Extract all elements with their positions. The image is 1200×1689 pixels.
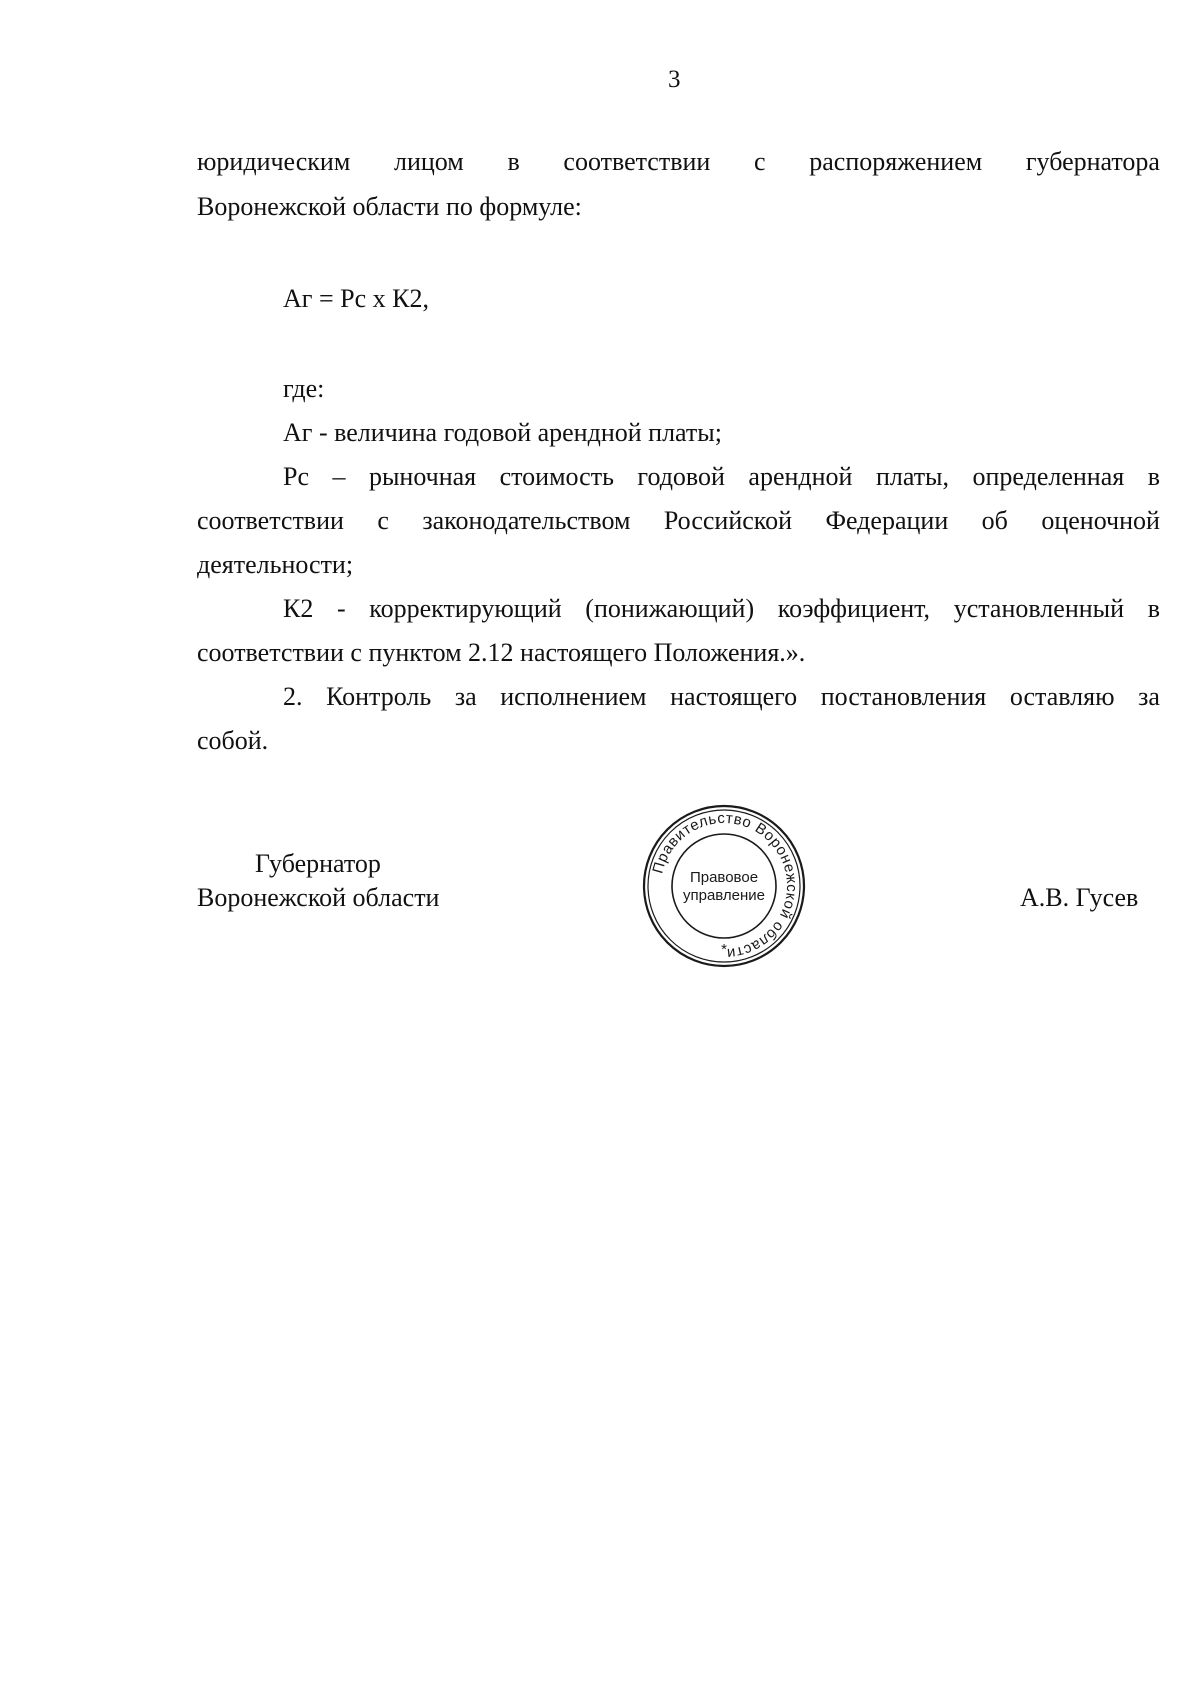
word: законодательством (422, 506, 631, 535)
seal-star: * (721, 941, 727, 958)
word: рыночная (368, 462, 477, 491)
word: лицом (393, 147, 464, 176)
word: за (454, 682, 477, 711)
official-seal (642, 804, 806, 968)
word: платы, (875, 462, 950, 491)
page-number: 3 (668, 66, 681, 93)
word: К2 (283, 594, 314, 623)
word: с (377, 506, 389, 535)
item-2-line-1 (283, 676, 1160, 717)
word: определенная (972, 462, 1125, 491)
word: корректирующий (369, 594, 562, 623)
word: стоимость (499, 462, 614, 491)
word: годовой (637, 462, 725, 491)
definition-rc-line-2 (197, 500, 1160, 541)
word: губернатора (1025, 147, 1160, 176)
word: с (754, 147, 766, 176)
word: Контроль (326, 682, 432, 711)
word: - (336, 594, 346, 623)
formula: Аг = Рс х К2, (283, 284, 429, 313)
seal-outer-text: Правительство Воронежской области (649, 809, 801, 963)
definition-k2-line-2: соответствии с пунктом 2.12 настоящего Положения.». (197, 638, 806, 667)
word: установленный (953, 594, 1125, 623)
word: оценочной (1041, 506, 1160, 535)
word: соответствии (563, 147, 711, 176)
word: Федерации (825, 506, 949, 535)
word: настоящего (670, 682, 798, 711)
paragraph-line-1 (197, 141, 1160, 182)
seal-inner-line-1: Правовое (689, 869, 759, 886)
word: оставляю (1009, 682, 1115, 711)
where-label: где: (283, 374, 325, 403)
signatory-name: А.В. Гусев (1020, 883, 1139, 912)
definition-ag: Аг - величина годовой арендной платы; (283, 418, 722, 447)
word: 2. (283, 682, 303, 711)
signature-title-line-1: Губернатор (255, 849, 381, 878)
word: в (1147, 594, 1160, 623)
word: об (981, 506, 1008, 535)
word: (понижающий) (585, 594, 755, 623)
word: распоряжением (809, 147, 983, 176)
word: арендной (748, 462, 853, 491)
word: за (1138, 682, 1160, 711)
word: исполнением (500, 682, 647, 711)
word: – (332, 462, 346, 491)
word: юридическим (197, 147, 351, 176)
word: коэффициент, (777, 594, 931, 623)
definition-k2-line-1 (283, 588, 1160, 629)
signature-title-line-2: Воронежской области (197, 883, 440, 912)
word: в (1147, 462, 1160, 491)
paragraph-line-2: Воронежской области по формуле: (197, 192, 582, 221)
word: Рс (283, 462, 309, 491)
seal-inner-line-2: управление (682, 887, 766, 904)
word: в (507, 147, 520, 176)
word: постановления (820, 682, 987, 711)
definition-rc-line-1 (283, 456, 1160, 497)
definition-rc-line-3: деятельности; (197, 550, 354, 579)
word: Российской (663, 506, 792, 535)
word: соответствии (197, 506, 344, 535)
item-2-line-2: собой. (197, 726, 269, 755)
